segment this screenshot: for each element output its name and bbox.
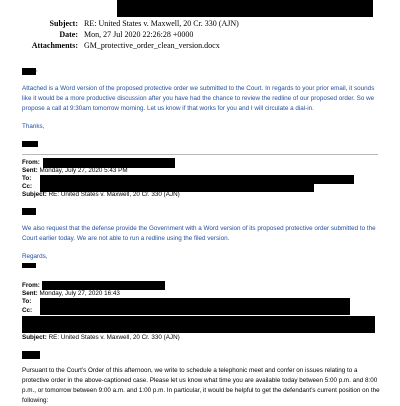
attachments-label: Attachments:: [31, 41, 78, 50]
greeting-comma: ,: [36, 66, 38, 73]
divider: [22, 154, 378, 155]
date-label: Date:: [59, 30, 78, 39]
redaction-greeting-2: [22, 208, 36, 215]
sent-field-3: Sent: Monday, July 27, 2020 16:43: [22, 290, 120, 297]
subject-field-2: Subject: RE: United States v. Maxwell, 20 Cr. 330 (AJN): [22, 191, 180, 198]
date-value: Mon, 27 Jul 2020 22:26:28 +0000: [84, 30, 194, 39]
redaction-greeting-name: [22, 68, 36, 75]
redaction-greeting-3: [22, 351, 40, 359]
redaction-from-field: [117, 0, 373, 17]
redaction-from-3: [42, 281, 165, 290]
redaction-to-2: [40, 175, 354, 184]
redaction-to-3: [40, 298, 350, 315]
cc-field-3: Cc:: [22, 307, 33, 314]
to-field-2: To:: [22, 175, 32, 182]
subject-field-3: Subject: RE: United States v. Maxwell, 20 Cr. 330 (AJN): [22, 334, 180, 341]
from-field-2: From:: [22, 159, 40, 166]
sent-field-2: Sent: Monday, July 27, 2020 5:43 PM: [22, 167, 128, 174]
attachments-value[interactable]: GM_protective_order_clean_version.docx: [84, 41, 220, 50]
cc-field-2: Cc:: [22, 183, 33, 190]
from-field-3: From:: [22, 282, 40, 289]
subject-value: RE: United States v. Maxwell, 20 Cr. 330 (AJN): [84, 19, 239, 28]
redaction-signature-1: [22, 141, 38, 147]
message1-body: Attached is a Word version of the proposed protective order we submitted to the Court. In regards to your prior email, it sounds like it would be a more productive discussion after you have had the chance to review the redline of our proposed order. So we propose a call at 9:30am tomorrow morning. Let us know if that works for you and I will circulate a dial-in.: [22, 85, 375, 112]
message2-closing: Regards,: [22, 253, 48, 260]
redaction-signature-2: [22, 263, 36, 268]
message2-body: We also request that the defense provide the Government with a Word version of its proposed protective order submitted to the Court earlier today. We are not able to run a redline using the filed version.: [22, 225, 376, 242]
subject-label: Subject:: [49, 19, 78, 28]
to-field-3: To:: [22, 298, 32, 305]
message1-closing: Thanks,: [22, 123, 45, 130]
message3-body: Pursuant to the Court’s Order of this afternoon, we write to schedule a telephonic meet and confer on issues relating to a protective order in the above-captioned case. Please let us know what time you are available today between 5:00 p.m. and 8:00 p.m., or tomorrow between 9:00 a.m. and 1:00 p.m. In particular, it would be helpful to get the defendant’s current position on the following:: [22, 367, 380, 404]
redaction-cc-3: [22, 316, 375, 333]
